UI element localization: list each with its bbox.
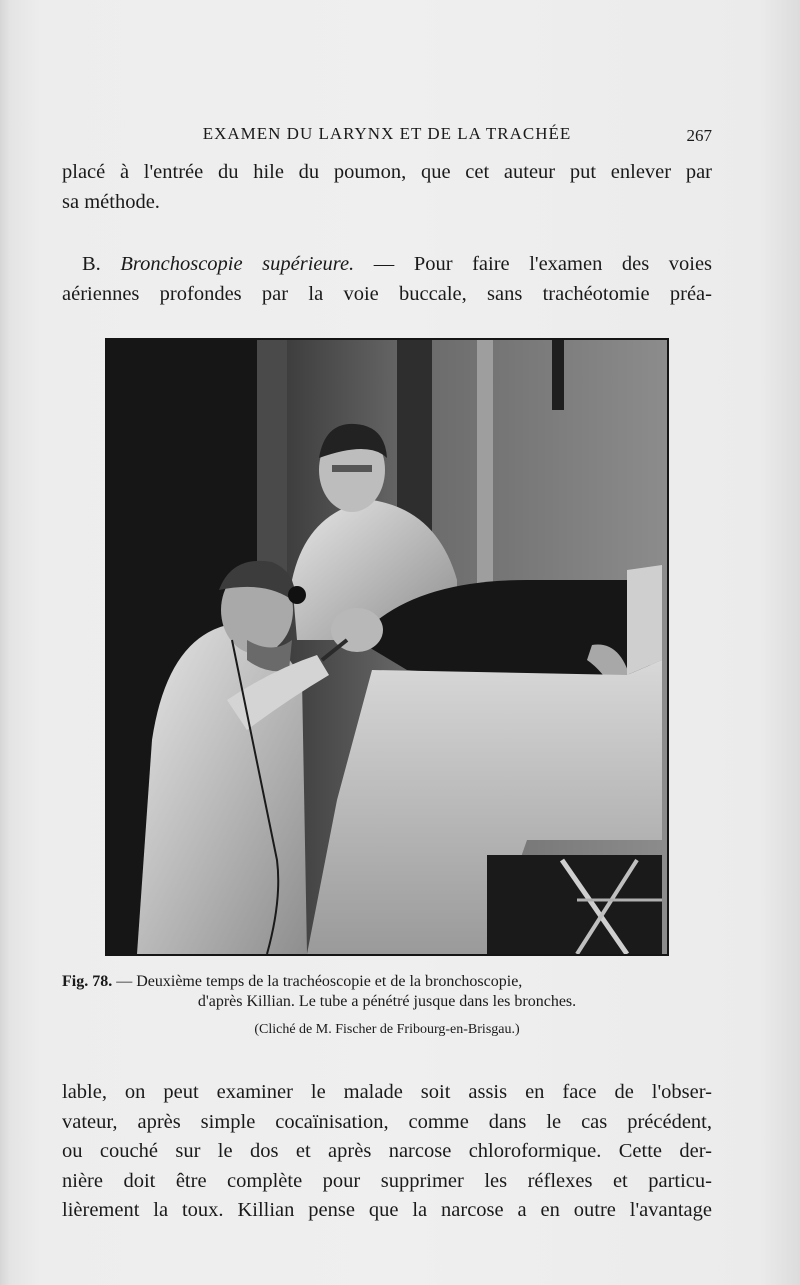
caption-line-1: — Deuxième temps de la trachéoscopie et de la bronchoscopie, [116, 973, 523, 990]
running-head [62, 120, 712, 150]
text-line [62, 250, 712, 280]
photograph-illustration [107, 340, 667, 954]
text-line: nière doit être complète pour supprimer les réflexes et particu- [62, 1169, 712, 1192]
caption-line-2: d'après Killian. Le tube a pénétré jusque dans les bronches. [197, 993, 577, 1010]
text-line: vateur, après simple cocaïnisation, comme dans le cas précédent, [62, 1110, 712, 1133]
text-line: lièrement la toux. Killian pense que la narcose a en outre l'avantage [62, 1199, 712, 1221]
section-dash: — [373, 253, 395, 275]
text-line: aériennes profondes par la voie buccale, sans trachéotomie préa- [62, 282, 712, 305]
paragraph-continuation [62, 158, 712, 217]
text-line: sa méthode. [62, 190, 160, 213]
figure-label: Fig. 78. [62, 973, 113, 990]
figure-caption [62, 972, 712, 1012]
section-text: Pour faire l'examen des voies [413, 253, 713, 275]
text-line: lable, on peut examiner le malade soit assis en face de l'obser- [62, 1081, 712, 1103]
section-title: Bronchoscopie supérieure. [120, 253, 355, 275]
figure-photograph [105, 338, 669, 956]
text-line: ou couché sur le dos et après narcose chloroformique. Cette der- [62, 1140, 712, 1162]
section-paragraph [62, 250, 712, 309]
figure-credit: (Cliché de M. Fischer de Fribourg-en-Brisgau.) [254, 1022, 520, 1037]
paragraph-after-figure [62, 1078, 712, 1226]
text-line: placé à l'entrée du hile du poumon, que cet auteur put enlever par [62, 161, 712, 183]
running-title: EXAMEN DU LARYNX ET DE LA TRACHÉE [202, 124, 572, 143]
page-number: 267 [686, 126, 712, 145]
section-label: B. [82, 253, 101, 275]
